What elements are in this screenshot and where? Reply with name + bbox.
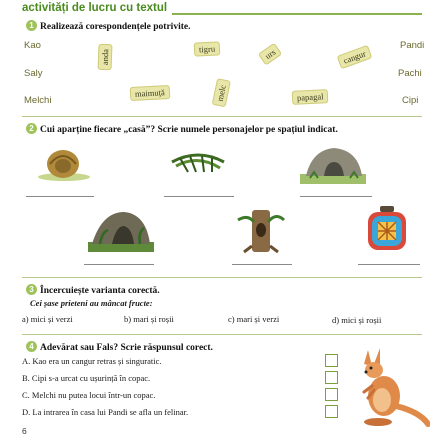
answer-checkbox-c[interactable] bbox=[325, 388, 338, 401]
answer-line[interactable] bbox=[164, 196, 234, 197]
tag-melc[interactable]: melc bbox=[212, 79, 231, 108]
tag-cangur[interactable]: cangur bbox=[337, 45, 373, 69]
answer-line[interactable] bbox=[232, 264, 292, 265]
section2-heading bbox=[26, 123, 338, 135]
section3-question: Cei șase prieteni au mâncat fructe: bbox=[30, 298, 153, 308]
page-number: 6 bbox=[22, 426, 27, 436]
palm-leaves-nest-image bbox=[168, 146, 228, 178]
lantern-image bbox=[364, 204, 410, 254]
header-rule bbox=[172, 13, 422, 15]
section1-heading bbox=[26, 20, 190, 32]
tag-tigru[interactable]: tigru bbox=[194, 41, 221, 56]
section1-title: Realizează corespondențele potrivite. bbox=[40, 22, 191, 32]
name-melchi: Melchi bbox=[24, 95, 52, 106]
section3-heading bbox=[26, 284, 160, 296]
section1-number: 1 bbox=[26, 20, 37, 31]
answer-line[interactable] bbox=[26, 196, 94, 197]
section4-number: 4 bbox=[26, 341, 37, 352]
section-divider bbox=[22, 116, 422, 117]
answer-checkbox-a[interactable] bbox=[325, 354, 338, 367]
statement-a: A. Kao era un cangur retras și singuratic. bbox=[22, 356, 162, 366]
answer-line[interactable] bbox=[358, 264, 420, 265]
name-saly: Saly bbox=[24, 68, 43, 79]
shell-house-image bbox=[36, 144, 92, 182]
section2-title: Cui aparține fiecare „casă”? Scrie numele personajelor pe spațiul indicat. bbox=[40, 125, 338, 135]
name-pachi: Pachi bbox=[398, 68, 422, 79]
answer-checkbox-b[interactable] bbox=[325, 371, 338, 384]
section3-title: Încercuiește varianta corectă. bbox=[40, 286, 160, 296]
option-a[interactable]: a) mici și verzi bbox=[22, 314, 73, 324]
tag-anda[interactable]: anda bbox=[98, 44, 113, 71]
page-header-title: activități de lucru cu textul bbox=[22, 2, 168, 14]
kangaroo-illustration bbox=[350, 342, 430, 432]
answer-checkbox-d[interactable] bbox=[325, 405, 338, 418]
option-d[interactable]: d) mici și roșii bbox=[332, 315, 382, 325]
tree-trunk-image bbox=[234, 206, 286, 256]
option-b[interactable]: b) mari și roșii bbox=[124, 314, 174, 324]
section-divider bbox=[22, 334, 422, 335]
section-divider bbox=[22, 277, 422, 278]
tag-papagal[interactable]: papagal bbox=[292, 89, 329, 105]
statement-c: C. Melchi nu putea locui într-un copac. bbox=[22, 390, 156, 400]
answer-line[interactable] bbox=[300, 196, 372, 197]
section2-number: 2 bbox=[26, 123, 37, 134]
option-c[interactable]: c) mari și verzi bbox=[228, 314, 280, 324]
tag-maimuta[interactable]: maimuță bbox=[130, 85, 170, 101]
cave-with-plant-image bbox=[88, 206, 154, 252]
stone-cave-image bbox=[300, 144, 366, 184]
answer-line[interactable] bbox=[84, 264, 154, 265]
name-kao: Kao bbox=[24, 40, 41, 51]
name-cipi: Cipi bbox=[402, 95, 419, 106]
statement-b: B. Cipi s-a urcat cu ușurință în copac. bbox=[22, 373, 151, 383]
tag-urs[interactable]: urs bbox=[258, 42, 283, 65]
section4-title: Adevărat sau Fals? Scrie răspunsul corect. bbox=[40, 343, 213, 353]
statement-d: D. La intrarea în casa lui Pandi se afla un felinar. bbox=[22, 407, 189, 417]
section4-heading bbox=[26, 341, 213, 353]
section3-number: 3 bbox=[26, 284, 37, 295]
name-pandi: Pandi bbox=[400, 40, 425, 51]
